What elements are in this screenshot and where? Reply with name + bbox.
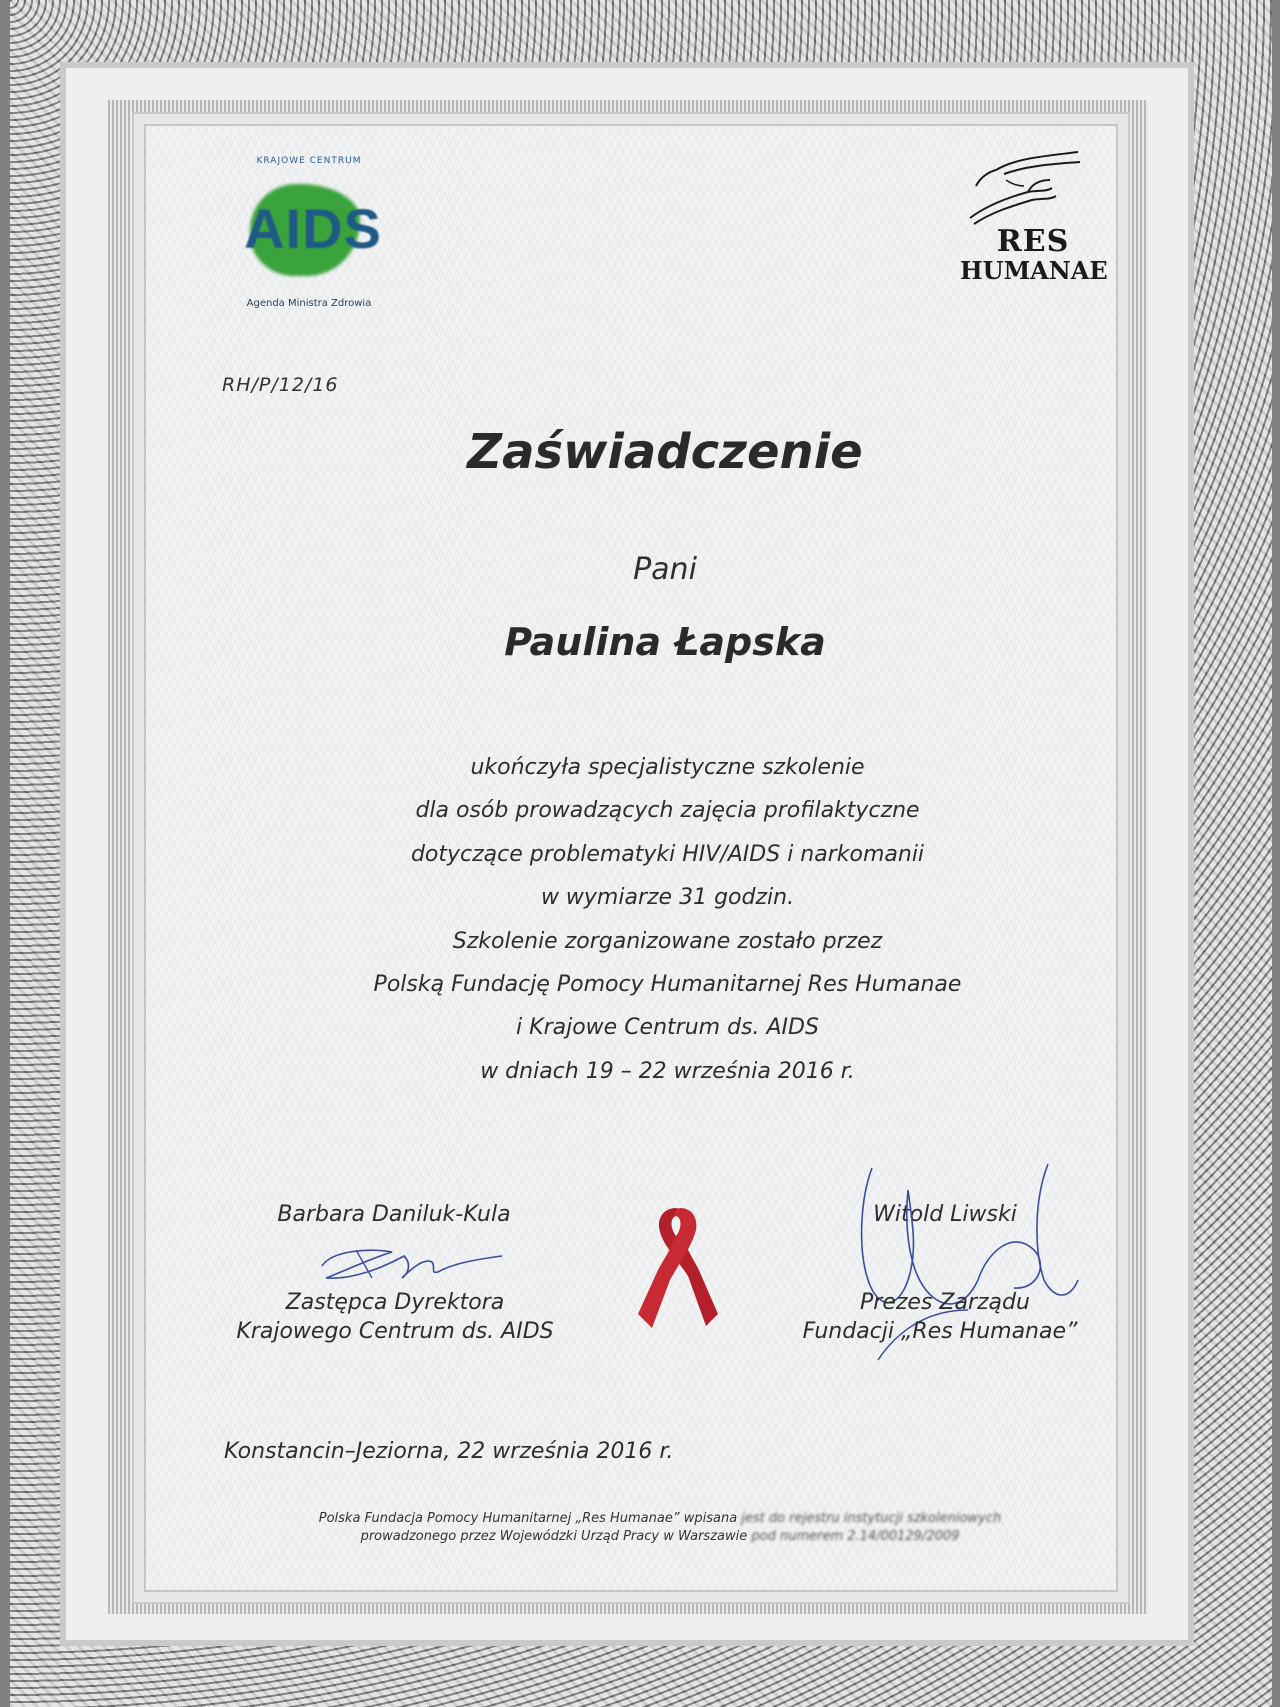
body-line: Polską Fundację Pomocy Humanitarnej Res Humanae (373, 971, 962, 997)
footer-line-1 (240, 1510, 1080, 1528)
aids-logo-arc-text: KRAJOWE CENTRUM (256, 156, 362, 166)
place-and-date: Konstancin–Jeziorna, 22 września 2016 r. (224, 1439, 674, 1464)
left-signatory-organization: Krajowego Centrum ds. AIDS (236, 1319, 554, 1344)
aids-logo-subtitle: Agenda Ministra Zdrowia (246, 298, 372, 309)
res-humanae-logo (960, 148, 1108, 288)
footer-line-2 (240, 1528, 1080, 1546)
certificate-title: Zaświadczenie (467, 424, 863, 480)
footer-line-1-obscured: jest do rejestru instytucji szkoleniowych (741, 1511, 1002, 1526)
body-line: ukończyła specjalistyczne szkolenie (470, 755, 865, 780)
body-line: dotyczące problematyki HIV/AIDS i narkomanii (410, 841, 925, 867)
left-signatory-name: Barbara Daniluk-Kula (277, 1202, 511, 1227)
right-signatory-name: Witold Liwski (873, 1202, 1017, 1227)
res-humanae-logo-line2: HUMANAE (960, 256, 1108, 285)
right-signature (838, 1160, 1088, 1380)
right-signatory-role: Prezes Zarządu (860, 1290, 1030, 1315)
reaching-hands-icon (966, 148, 1086, 228)
salutation: Pani (633, 552, 697, 587)
body-line: w dniach 19 – 22 września 2016 r. (480, 1058, 855, 1084)
res-humanae-logo-line1: RES (996, 224, 1070, 259)
reference-number: RH/P/12/16 (222, 374, 339, 396)
aids-logo-wordmark: AIDS (244, 197, 382, 260)
body-line: i Krajowe Centrum ds. AIDS (516, 1015, 819, 1041)
recipient-name: Paulina Łapska (504, 620, 826, 664)
certificate-body (250, 746, 1085, 1093)
right-signatory-organization: Fundacji „Res Humanae” (802, 1319, 1078, 1344)
footer-line-1-text: Polska Fundacja Pomocy Humanitarnej „Res Humanae” wpisana (318, 1511, 738, 1526)
body-line: dla osób prowadzących zajęcia profilaktyczne (415, 798, 920, 824)
body-line: w wymiarze 31 godzin. (540, 885, 795, 911)
red-ribbon-icon (636, 1202, 720, 1332)
aids-logo (228, 156, 390, 316)
footer-note (240, 1510, 1080, 1546)
body-line: Szkolenie zorganizowane zostało przez (452, 928, 883, 954)
footer-line-2-text: prowadzonego przez Wojewódzki Urząd Pracy w Warszawie (360, 1529, 748, 1544)
left-signature (312, 1228, 512, 1288)
footer-line-2-obscured: pod numerem 2.14/00129/2009 (751, 1529, 960, 1544)
left-signatory-role: Zastępca Dyrektora (285, 1290, 505, 1315)
